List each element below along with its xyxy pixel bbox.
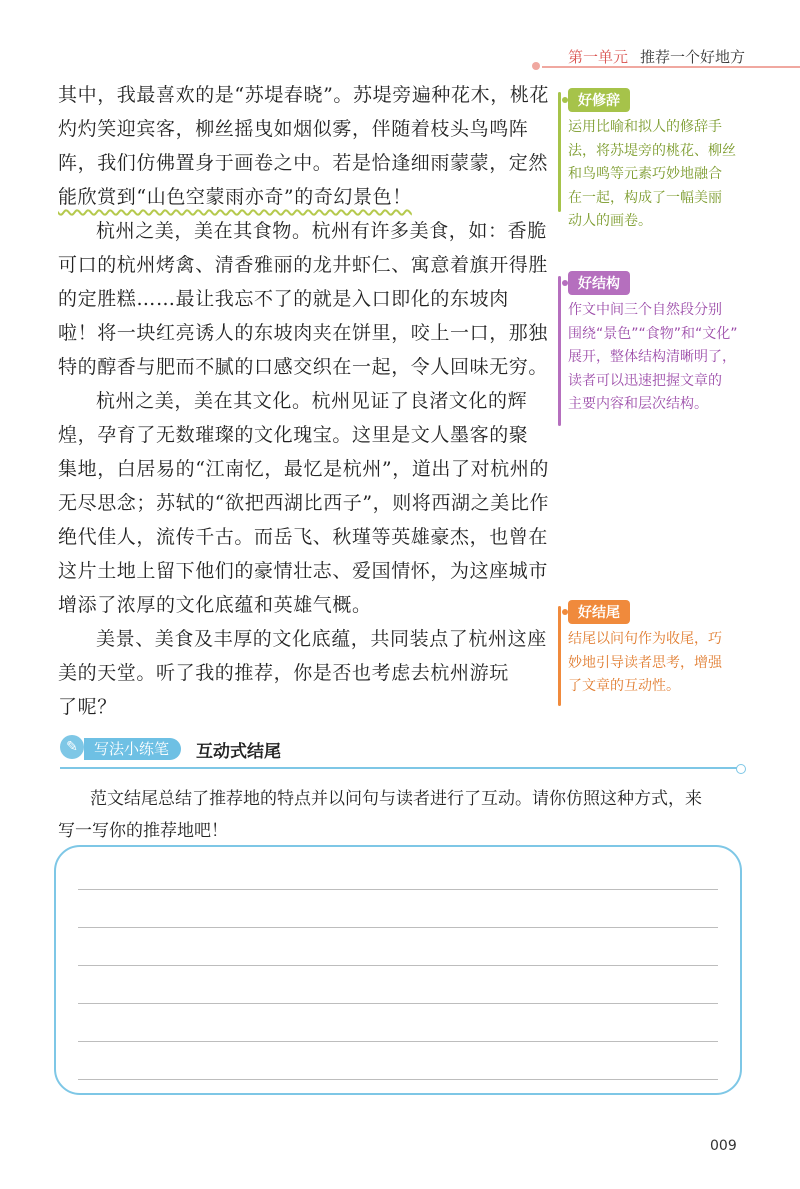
exercise-prompt xyxy=(58,783,758,847)
writing-line[interactable] xyxy=(78,1041,718,1042)
writing-line[interactable] xyxy=(78,927,718,928)
essay-line: 杭州之美，美在其食物。杭州有许多美食，如：香脆 xyxy=(96,220,547,242)
writing-area[interactable] xyxy=(54,845,742,1095)
essay-line: 能欣赏到“山色空蒙雨亦奇”的奇幻景色！ xyxy=(58,186,412,208)
note-line: 运用比喻和拟人的修辞手 xyxy=(568,119,722,135)
essay-line: 集地，白居易的“江南忆，最忆是杭州”，道出了对杭州的 xyxy=(58,458,550,480)
note-bar-ending xyxy=(558,606,561,706)
essay-line: 其中，我最喜欢的是“苏堤春晓”。苏堤旁遍种花木，桃花 xyxy=(58,84,550,106)
note-bar-rhetoric xyxy=(558,92,561,212)
section-title: 互动式结尾 xyxy=(196,742,281,762)
essay-line: 灼灼笑迎宾客，柳丝摇曳如烟似雾，伴随着枝头鸟鸣阵 xyxy=(58,118,529,140)
essay-line: 煌，孕育了无数璀璨的文化瑰宝。这里是文人墨客的聚 xyxy=(58,424,529,446)
essay-body xyxy=(58,78,548,724)
writing-line[interactable] xyxy=(78,1079,718,1080)
essay-line: 的定胜糕……最让我忘不了的就是入口即化的东坡肉 xyxy=(58,288,509,310)
essay-line: 杭州之美，美在其文化。杭州见证了良渚文化的辉 xyxy=(96,390,528,412)
note-line: 妙地引导读者思考，增强 xyxy=(568,654,722,671)
essay-line: 特的醇香与肥而不腻的口感交织在一起，令人回味无穷。 xyxy=(58,356,549,378)
note-line: 作文中间三个自然段分别 xyxy=(568,302,722,318)
essay-line: 无尽思念；苏轼的“欲把西湖比西子”，则将西湖之美比作 xyxy=(58,492,550,514)
unit-title: 推荐一个好地方 xyxy=(640,48,746,66)
essay-line: 这片土地上留下他们的豪情壮志、爱国情怀，为这座城市 xyxy=(58,560,549,582)
note-line: 和鸟鸣等元素巧妙地融合 xyxy=(568,166,722,182)
note-line: 围绕“景色”“食物”和“文化” xyxy=(568,325,738,342)
section-badge: 写法小练笔 xyxy=(84,738,181,760)
unit-label: 第一单元 xyxy=(568,48,629,66)
pen-icon: ✎ xyxy=(60,735,84,759)
note-tag-rhetoric: 好修辞 xyxy=(568,88,630,112)
essay-line: 美的天堂。听了我的推荐，你是否也考虑去杭州游玩 xyxy=(58,662,509,684)
section-divider xyxy=(60,767,740,769)
note-line: 动人的画卷。 xyxy=(568,213,652,229)
writing-line[interactable] xyxy=(78,889,718,890)
note-line: 展开，整体结构清晰明了， xyxy=(568,349,736,365)
note-ending xyxy=(568,628,768,699)
note-line: 主要内容和层次结构。 xyxy=(568,396,708,412)
prompt-line: 写一写你的推荐地吧！ xyxy=(58,821,228,841)
note-line: 在一起，构成了一幅美丽 xyxy=(568,189,722,206)
note-bar-structure xyxy=(558,276,561,426)
note-rhetoric xyxy=(568,116,768,234)
writing-line[interactable] xyxy=(78,1003,718,1004)
essay-line: 增添了浓厚的文化底蕴和英雄气概。 xyxy=(58,594,372,616)
writing-line[interactable] xyxy=(78,965,718,966)
essay-line: 美景、美食及丰厚的文化底蕴，共同装点了杭州这座 xyxy=(96,628,547,650)
note-line: 了文章的互动性。 xyxy=(568,678,680,694)
essay-line: 阵，我们仿佛置身于画卷之中。若是恰逢细雨蒙蒙，定然 xyxy=(58,152,549,174)
note-tag-ending: 好结尾 xyxy=(568,600,630,624)
prompt-line: 范文结尾总结了推荐地的特点并以问句与读者进行了互动。请你仿照这种方式，来 xyxy=(90,789,702,809)
essay-line: 可口的杭州烤禽、清香雅丽的龙井虾仁、寓意着旗开得胜 xyxy=(58,254,549,276)
note-line: 读者可以迅速把握文章的 xyxy=(568,372,722,389)
essay-line: 绝代佳人，流传千古。而岳飞、秋瑾等英雄豪杰，也曾在 xyxy=(58,526,549,548)
essay-line: 啦！将一块红亮诱人的东坡肉夹在饼里，咬上一口，那独 xyxy=(58,322,549,344)
header-divider xyxy=(542,66,800,68)
note-line: 法，将苏堤旁的桃花、柳丝 xyxy=(568,142,736,159)
essay-line: 了呢？ xyxy=(58,696,117,718)
note-structure xyxy=(568,299,768,417)
page-number: 009 xyxy=(710,1138,737,1154)
note-tag-structure: 好结构 xyxy=(568,271,630,295)
note-line: 结尾以问句作为收尾，巧 xyxy=(568,631,722,647)
